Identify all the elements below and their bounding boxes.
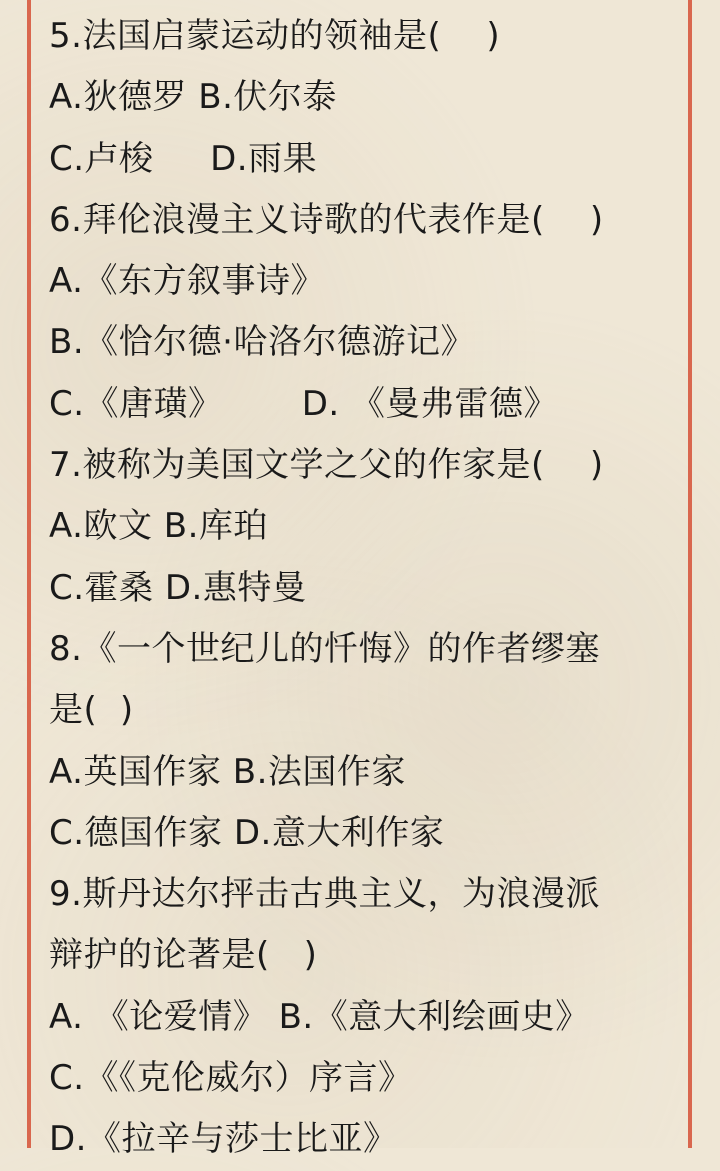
question-9-options-ab: A. 《论爱情》 B.《意大利绘画史》 [49, 996, 590, 1037]
question-5-options-cd: C.卢梭 D.雨果 [49, 138, 318, 179]
question-8-options-cd: C.德国作家 D.意大利作家 [49, 812, 445, 853]
question-list [49, 6, 679, 1171]
question-9-option-c: C.《《克伦威尔）序言》 [49, 1058, 413, 1099]
question-9-stem: 9.斯丹达尔抨击古典主义，为浪漫派 [49, 874, 600, 915]
question-6-options-cd: C.《唐璜》 D. 《曼弗雷德》 [49, 383, 558, 424]
question-8-stem: 8.《一个世纪儿的忏悔》的作者缪塞 [49, 628, 600, 669]
question-5-stem: 5.法国启蒙运动的领袖是( ) [49, 16, 501, 56]
question-9-option-d: D.《拉辛与莎士比亚》 [49, 1119, 398, 1160]
right-border-line [688, 0, 692, 1148]
question-6-option-b: B.《恰尔德·哈洛尔德游记》 [49, 322, 475, 363]
question-8-options-ab: A.英国作家 B.法国作家 [49, 751, 406, 792]
question-5-options-ab: A.狄德罗 B.伏尔泰 [49, 77, 337, 118]
left-border-line [27, 0, 31, 1148]
question-6-option-a: A.《东方叙事诗》 [49, 261, 325, 302]
question-8-stem-cont: 是( ) [49, 690, 134, 731]
question-9-stem-cont: 辩护的论著是( ) [49, 935, 318, 976]
question-7-options-cd: C.霍桑 D.惠特曼 [49, 567, 307, 608]
question-7-stem: 7.被称为美国文学之父的作家是( ) [49, 445, 604, 486]
question-6-stem: 6.拜伦浪漫主义诗歌的代表作是( ) [49, 199, 604, 240]
question-7-options-ab: A.欧文 B.库珀 [49, 506, 268, 547]
